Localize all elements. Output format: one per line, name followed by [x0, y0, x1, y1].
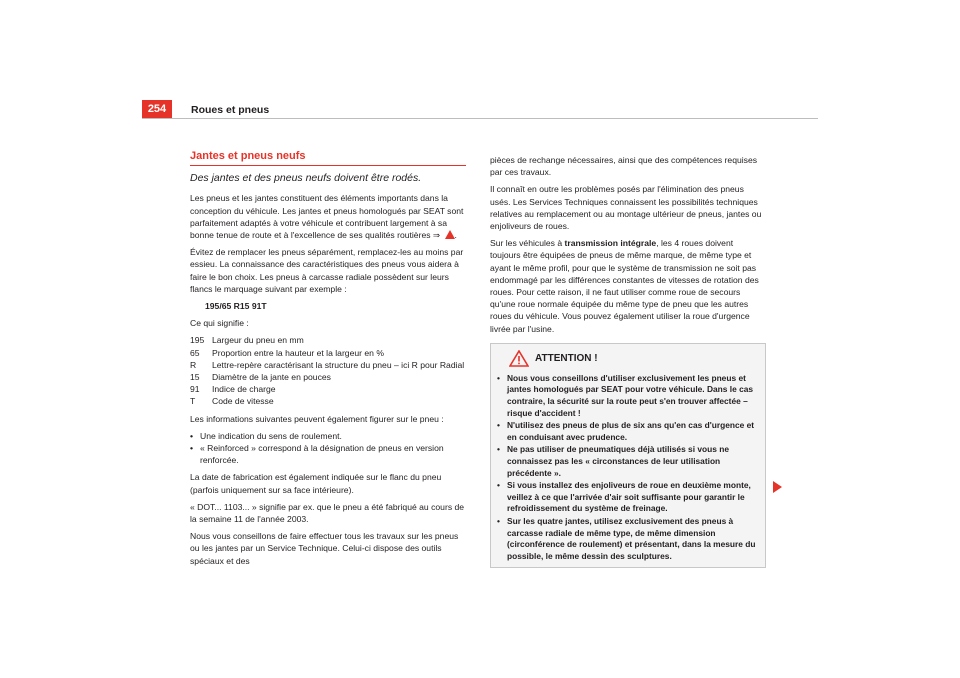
intro-end: . — [454, 230, 457, 241]
meaning-intro: Ce qui signifie : — [190, 318, 249, 329]
left-column — [190, 150, 466, 572]
bullet-text: Une indication du sens de roulement. — [200, 430, 342, 441]
tire-code: 195/65 R15 91T — [205, 301, 267, 312]
def-code: 91 — [190, 384, 200, 395]
def-text: Indice de charge — [212, 384, 276, 395]
continue-arrow-icon — [773, 481, 782, 493]
intro-paragraph — [190, 192, 466, 241]
intro-text: Les pneus et les jantes constituent des éléments importants dans la conception du véhicule. Les jantes et pneus homologués par SEAT sont parfaitement adaptés à votre véhicule et contribuent largement à sa bonne tenue de route et à l'excellence de ses qualités routières ⇒ — [190, 193, 464, 241]
def-text: Code de vitesse — [212, 396, 274, 407]
more-info: Les informations suivantes peuvent également figurer sur le pneu : — [190, 413, 444, 424]
awd-text-rest: , les 4 roues doivent toujours être équipées de pneus de même marque, de même type et ayant le même profil, pour que le système de transmission ne soit pas endommagé par les différences constantes de vitesses de rotation des roues. Pour cette raison, il ne faut utiliser comme roue de secours qu'une roue normale équipée du même type de pneu que les autres roues du véhicule. Vous pouvez également utiliser la roue d'urgence livrée par l'usine. — [490, 238, 759, 334]
bullet-icon: • — [497, 480, 500, 491]
date-paragraph: La date de fabrication est également indiquée sur le flanc du pneu (parfois uniquement sur sa face intérieure). — [190, 472, 442, 495]
def-text: Diamètre de la jante en pouces — [212, 372, 331, 383]
bullet-text: « Reinforced » correspond à la désignation de pneus en version renforcée. — [200, 443, 444, 466]
recycle-paragraph: Il connaît en outre les problèmes posés par l'élimination des pneus usés. Les Services Techniques connaissent les possibilités techniques relatives au remplacement ou au montage ultérieur de pneus, jantes ou enjoliveurs de roues. — [490, 184, 762, 232]
attention-header — [497, 350, 759, 367]
bullet-icon: • — [190, 443, 194, 454]
def-code: 195 — [190, 335, 205, 346]
definition-row — [190, 383, 466, 395]
dot-paragraph: « DOT... 1103... » signifie par ex. que le pneu a été fabriqué au cours de la semaine 11 de l'année 2003. — [190, 501, 465, 525]
replace-paragraph: Évitez de remplacer les pneus séparément, remplacez-les au moins par essieu. La connaissance des caractéristiques des pneus vous aidera à faire le bon choix. Les pneus à carcasse radiale possèdent sur leurs flancs le marquage suivant par exemple : — [190, 247, 464, 294]
awd-text: Sur les véhicules à — [490, 238, 565, 249]
attention-item — [497, 420, 759, 443]
attention-text: Ne pas utiliser de pneumatiques déjà utilisés si vous ne connaissez pas les « circonstances de leur utilisation précédente ». — [507, 444, 730, 478]
attention-box — [490, 343, 766, 569]
section-subtitle: Des jantes et des pneus neufs doivent être rodés. — [190, 172, 422, 185]
def-code: 15 — [190, 372, 200, 383]
section-title: Jantes et pneus neufs — [190, 150, 466, 166]
definition-row — [190, 395, 466, 407]
continuation-paragraph: pièces de rechange nécessaires, ainsi que des compétences requises par ces travaux. — [490, 155, 758, 178]
page-number: 254 — [142, 100, 172, 118]
attention-title: ATTENTION ! — [535, 352, 598, 364]
definition-row — [190, 359, 466, 371]
definition-row — [190, 347, 466, 359]
attention-text: Sur les quatre jantes, utilisez exclusivement des pneus à carcasse radiale de même type, de même dimension (circonférence de roulement) et présentant, dans la mesure du possible, le même dessin des sculptures. — [507, 515, 756, 561]
def-text: Largeur du pneu en mm — [212, 335, 304, 346]
list-item — [190, 430, 466, 442]
attention-item — [497, 516, 759, 562]
awd-bold: transmission intégrale — [564, 238, 657, 249]
attention-item — [497, 444, 759, 479]
attention-text: Nous vous conseillons d'utiliser exclusivement les pneus et jantes homologués par SEAT pour votre véhicule. Dans le cas contraire, la sécurité sur la route peut s'en trouver affectée – risque d'accident ! — [507, 372, 754, 418]
warning-icon — [509, 350, 529, 367]
warning-icon — [445, 230, 455, 239]
bullet-icon: • — [497, 372, 500, 383]
definition-list — [190, 334, 466, 407]
service-paragraph: Nous vous conseillons de faire effectuer tous les travaux sur les pneus ou les jantes par un Service Technique. Celui-ci dispose des outils spéciaux et des — [190, 531, 459, 566]
bullet-icon: • — [497, 420, 500, 431]
attention-text: N'utilisez des pneus de plus de six ans qu'en cas d'urgence et en conduisant avec prudence. — [507, 420, 755, 442]
bullet-icon: • — [497, 515, 500, 526]
def-text: Proportion entre la hauteur et la largeur en % — [212, 347, 384, 358]
definition-row — [190, 371, 466, 383]
list-item — [190, 442, 466, 466]
def-code: R — [190, 359, 197, 370]
running-title: Roues et pneus — [191, 104, 270, 116]
attention-item — [497, 373, 759, 419]
header-rule — [142, 118, 818, 119]
attention-item — [497, 480, 759, 515]
bullet-icon: • — [497, 444, 500, 455]
def-code: T — [190, 396, 196, 407]
definition-row — [190, 334, 466, 346]
awd-paragraph — [490, 237, 766, 335]
def-text: Lettre-repère caractérisant la structure du pneu – ici R pour Radial — [212, 359, 465, 370]
def-code: 65 — [190, 347, 200, 358]
bullet-icon: • — [190, 430, 194, 441]
attention-text: Si vous installez des enjoliveurs de roue en deuxième monte, veillez à ce que l'arrivée d'air soit suffisante pour garantir le refroidissement du système de freinage. — [507, 480, 751, 514]
right-column — [490, 154, 766, 568]
